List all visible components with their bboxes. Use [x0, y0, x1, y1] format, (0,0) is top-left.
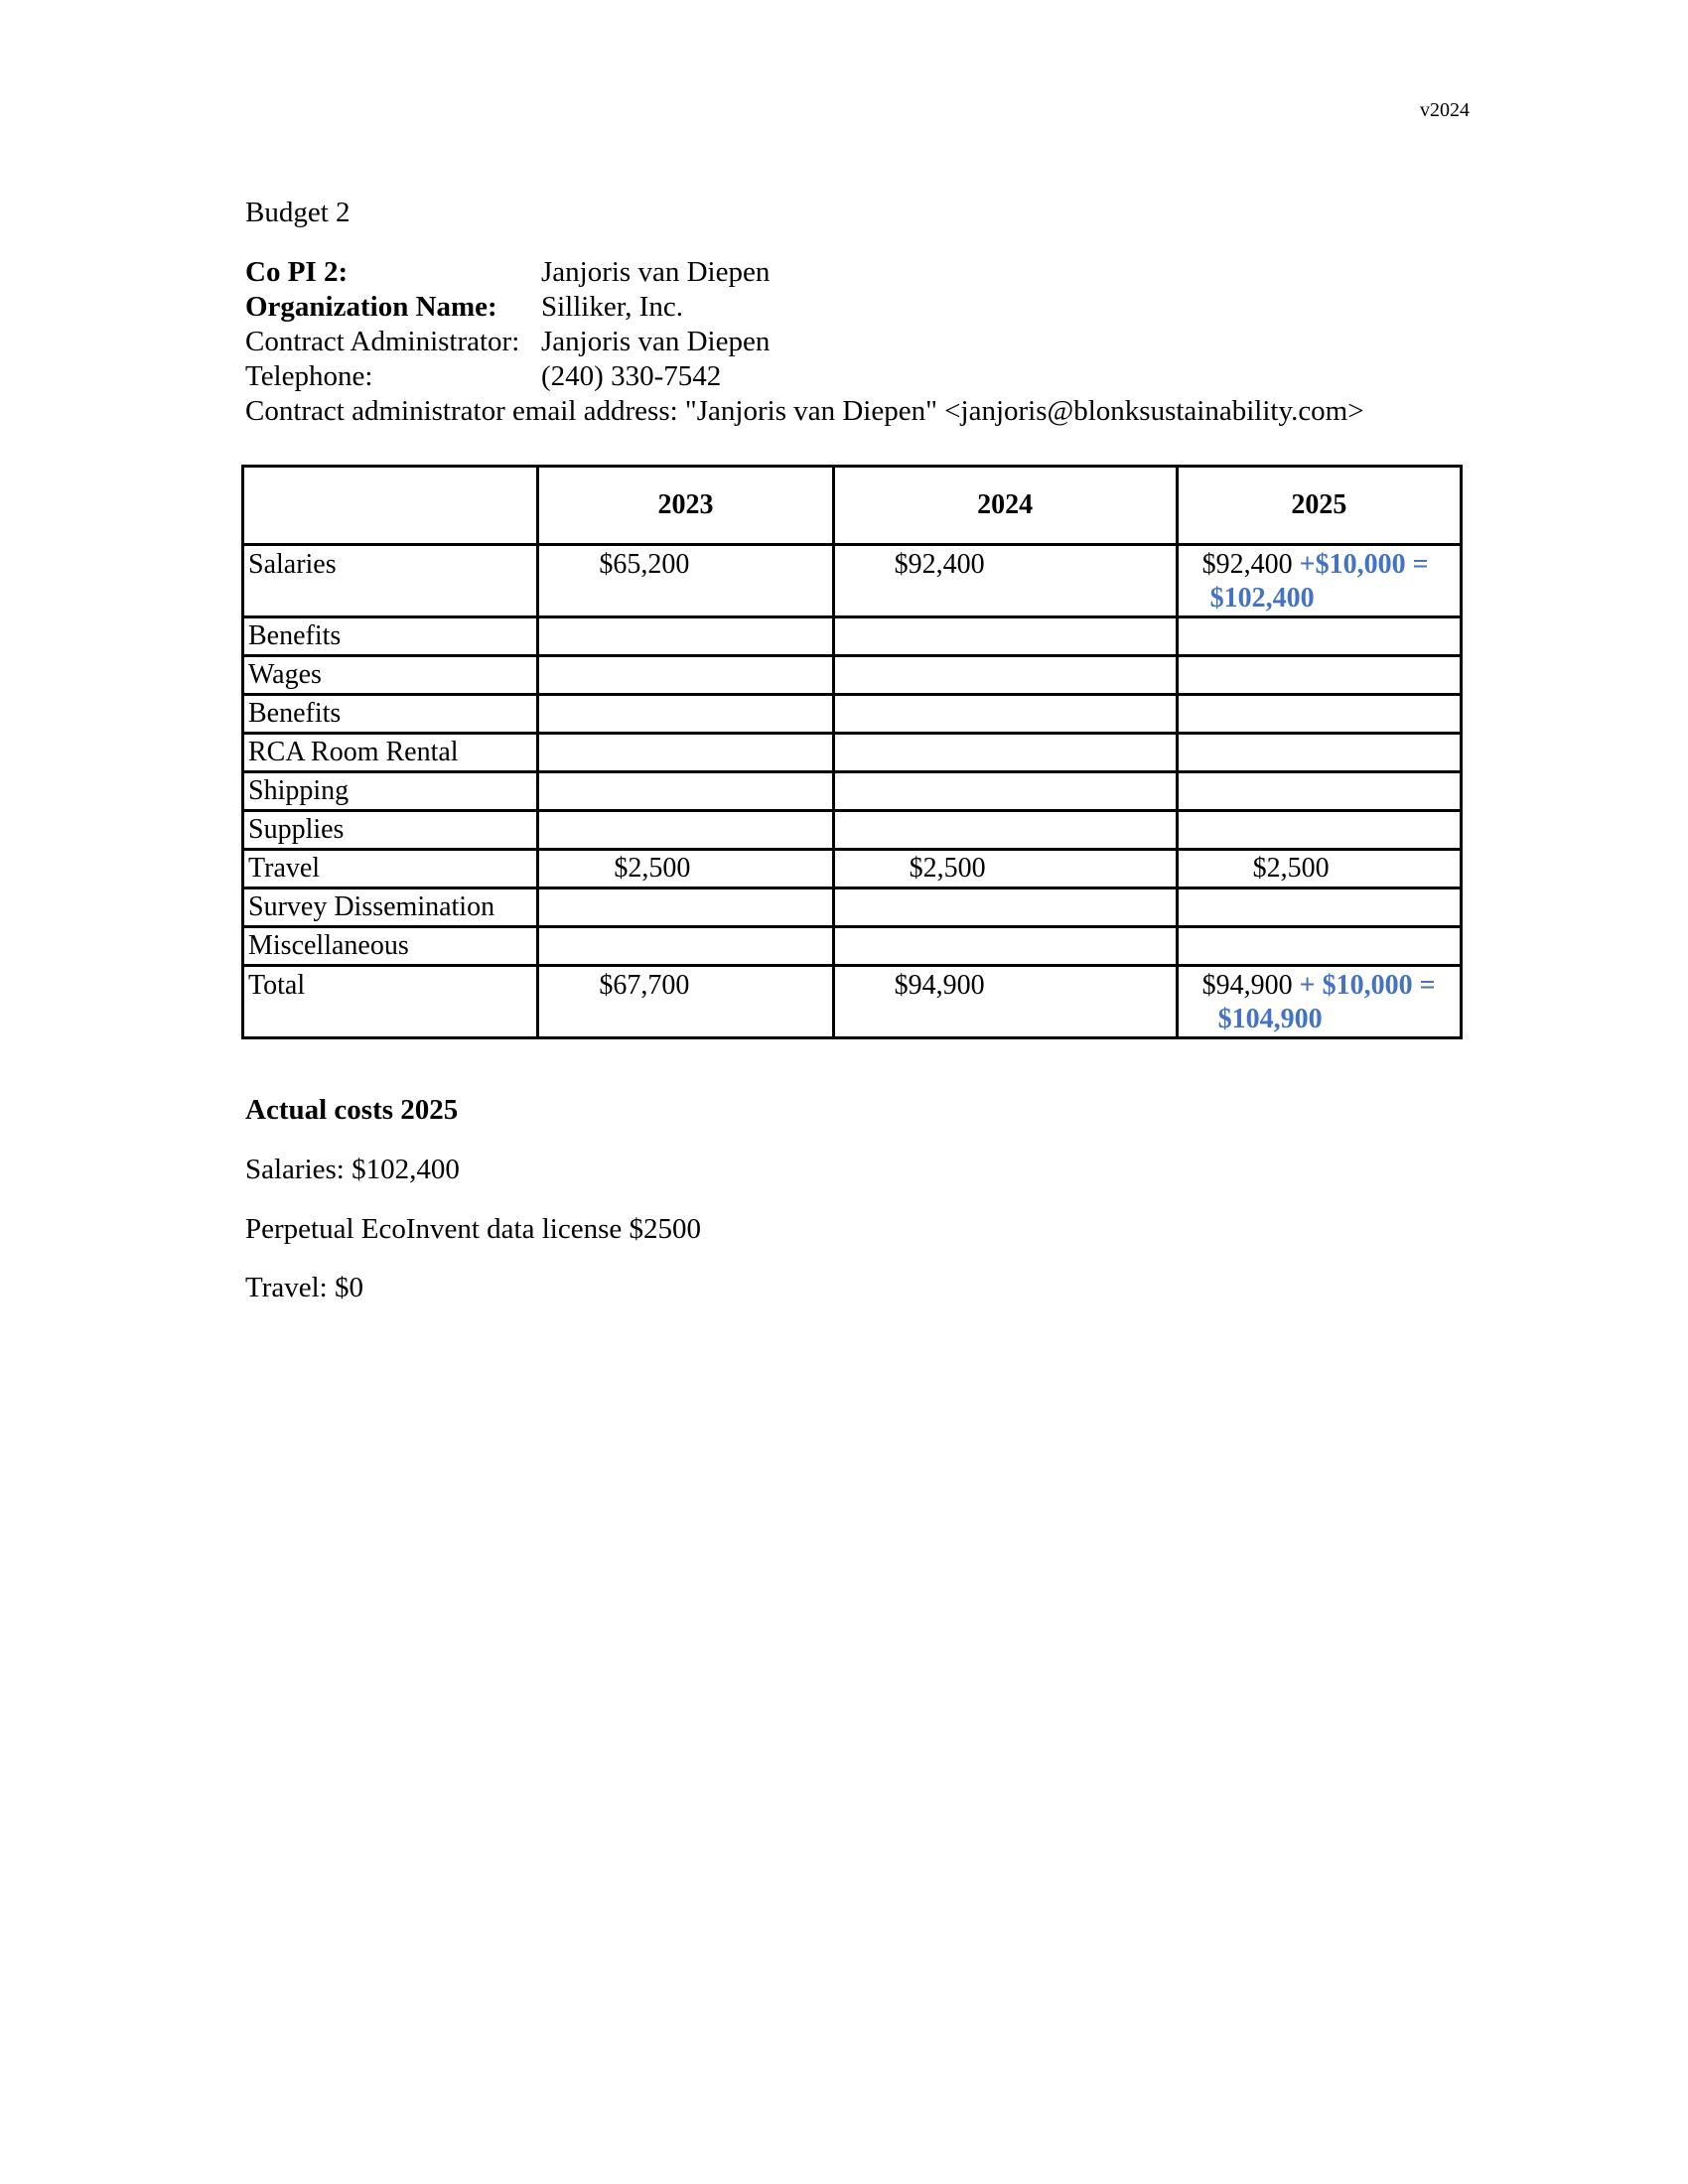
cell-2024: $2,500 — [833, 850, 1177, 888]
cell-2024 — [833, 656, 1177, 695]
cell-result: $104,900 — [1217, 1004, 1323, 1034]
table-row — [243, 850, 1462, 888]
cell-2024 — [833, 811, 1177, 850]
table-row — [243, 617, 1462, 656]
info-label: Contract Administrator: — [245, 326, 520, 357]
info-contract-admin — [245, 325, 1364, 359]
table-row — [243, 927, 1462, 966]
cell-2023 — [538, 617, 833, 656]
info-label: Co PI 2: — [245, 256, 349, 288]
contact-info — [245, 255, 1364, 429]
row-label: Benefits — [243, 695, 538, 734]
column-header — [243, 467, 538, 545]
info-email: Contract administrator email address: "Janjoris van Diepen" <janjoris@blonksustainability.com> — [245, 395, 1364, 427]
cell-base: $94,900 — [1201, 970, 1293, 1001]
cell-2025 — [1177, 545, 1461, 617]
column-header: 2024 — [833, 467, 1177, 545]
info-telephone — [245, 359, 1364, 394]
row-label: RCA Room Rental — [243, 734, 538, 772]
cell-2023 — [538, 734, 833, 772]
info-value: Janjoris van Diepen — [541, 256, 771, 288]
table-header-row — [243, 467, 1462, 545]
cell-2023 — [538, 695, 833, 734]
table-row — [243, 545, 1462, 617]
info-value: Janjoris van Diepen — [541, 326, 771, 357]
row-label: Miscellaneous — [243, 927, 538, 966]
cell-2024: $94,900 — [833, 966, 1177, 1038]
cell-2023: $67,700 — [538, 966, 833, 1038]
cell-2024 — [833, 927, 1177, 966]
cell-2025 — [1177, 927, 1461, 966]
cell-2023 — [538, 888, 833, 927]
table-row — [243, 734, 1462, 772]
table-row — [243, 811, 1462, 850]
row-label: Survey Dissemination — [243, 888, 538, 927]
row-label: Travel — [243, 850, 538, 888]
cell-2024 — [833, 734, 1177, 772]
cell-2025 — [1177, 888, 1461, 927]
info-value: (240) 330-7542 — [541, 360, 722, 392]
cell-2024 — [833, 695, 1177, 734]
table-row — [243, 772, 1462, 811]
table-row — [243, 695, 1462, 734]
info-label: Organization Name: — [245, 291, 497, 323]
table-row — [243, 888, 1462, 927]
version-label: v2024 — [1420, 99, 1470, 121]
cell-2025 — [1177, 966, 1461, 1038]
cell-2023 — [538, 811, 833, 850]
cell-2023: $65,200 — [538, 545, 833, 617]
cell-2024 — [833, 888, 1177, 927]
budget-table — [241, 465, 1463, 1039]
cell-2025 — [1177, 734, 1461, 772]
info-value: Silliker, Inc. — [541, 291, 684, 323]
cell-result: $102,400 — [1209, 583, 1315, 614]
column-header: 2025 — [1177, 467, 1461, 545]
page-title: Budget 2 — [245, 197, 351, 228]
cell-2025 — [1177, 811, 1461, 850]
cell-addition: +$10,000 = — [1299, 549, 1429, 580]
cell-2025 — [1177, 772, 1461, 811]
cell-2023: $2,500 — [538, 850, 833, 888]
cell-2025: $2,500 — [1177, 850, 1461, 888]
row-label: Salaries — [243, 545, 538, 617]
cell-2023 — [538, 772, 833, 811]
cell-2024 — [833, 617, 1177, 656]
cell-2025 — [1177, 656, 1461, 695]
row-label: Total — [243, 966, 538, 1038]
cell-2023 — [538, 656, 833, 695]
cell-2024: $92,400 — [833, 545, 1177, 617]
row-label: Supplies — [243, 811, 538, 850]
table-row — [243, 656, 1462, 695]
actual-cost-item: Perpetual EcoInvent data license $2500 — [245, 1213, 702, 1245]
column-header: 2023 — [538, 467, 833, 545]
actual-cost-item: Salaries: $102,400 — [245, 1154, 460, 1185]
info-co-pi — [245, 255, 1364, 290]
cell-2025 — [1177, 695, 1461, 734]
info-label: Telephone: — [245, 360, 373, 392]
cell-base: $92,400 — [1201, 549, 1293, 580]
cell-2025 — [1177, 617, 1461, 656]
actual-cost-item: Travel: $0 — [245, 1272, 363, 1303]
actual-costs-heading: Actual costs 2025 — [245, 1094, 459, 1126]
info-organization — [245, 290, 1364, 325]
cell-2024 — [833, 772, 1177, 811]
row-label: Wages — [243, 656, 538, 695]
table-row-total — [243, 966, 1462, 1038]
row-label: Shipping — [243, 772, 538, 811]
cell-2023 — [538, 927, 833, 966]
row-label: Benefits — [243, 617, 538, 656]
cell-addition: + $10,000 = — [1299, 970, 1436, 1001]
